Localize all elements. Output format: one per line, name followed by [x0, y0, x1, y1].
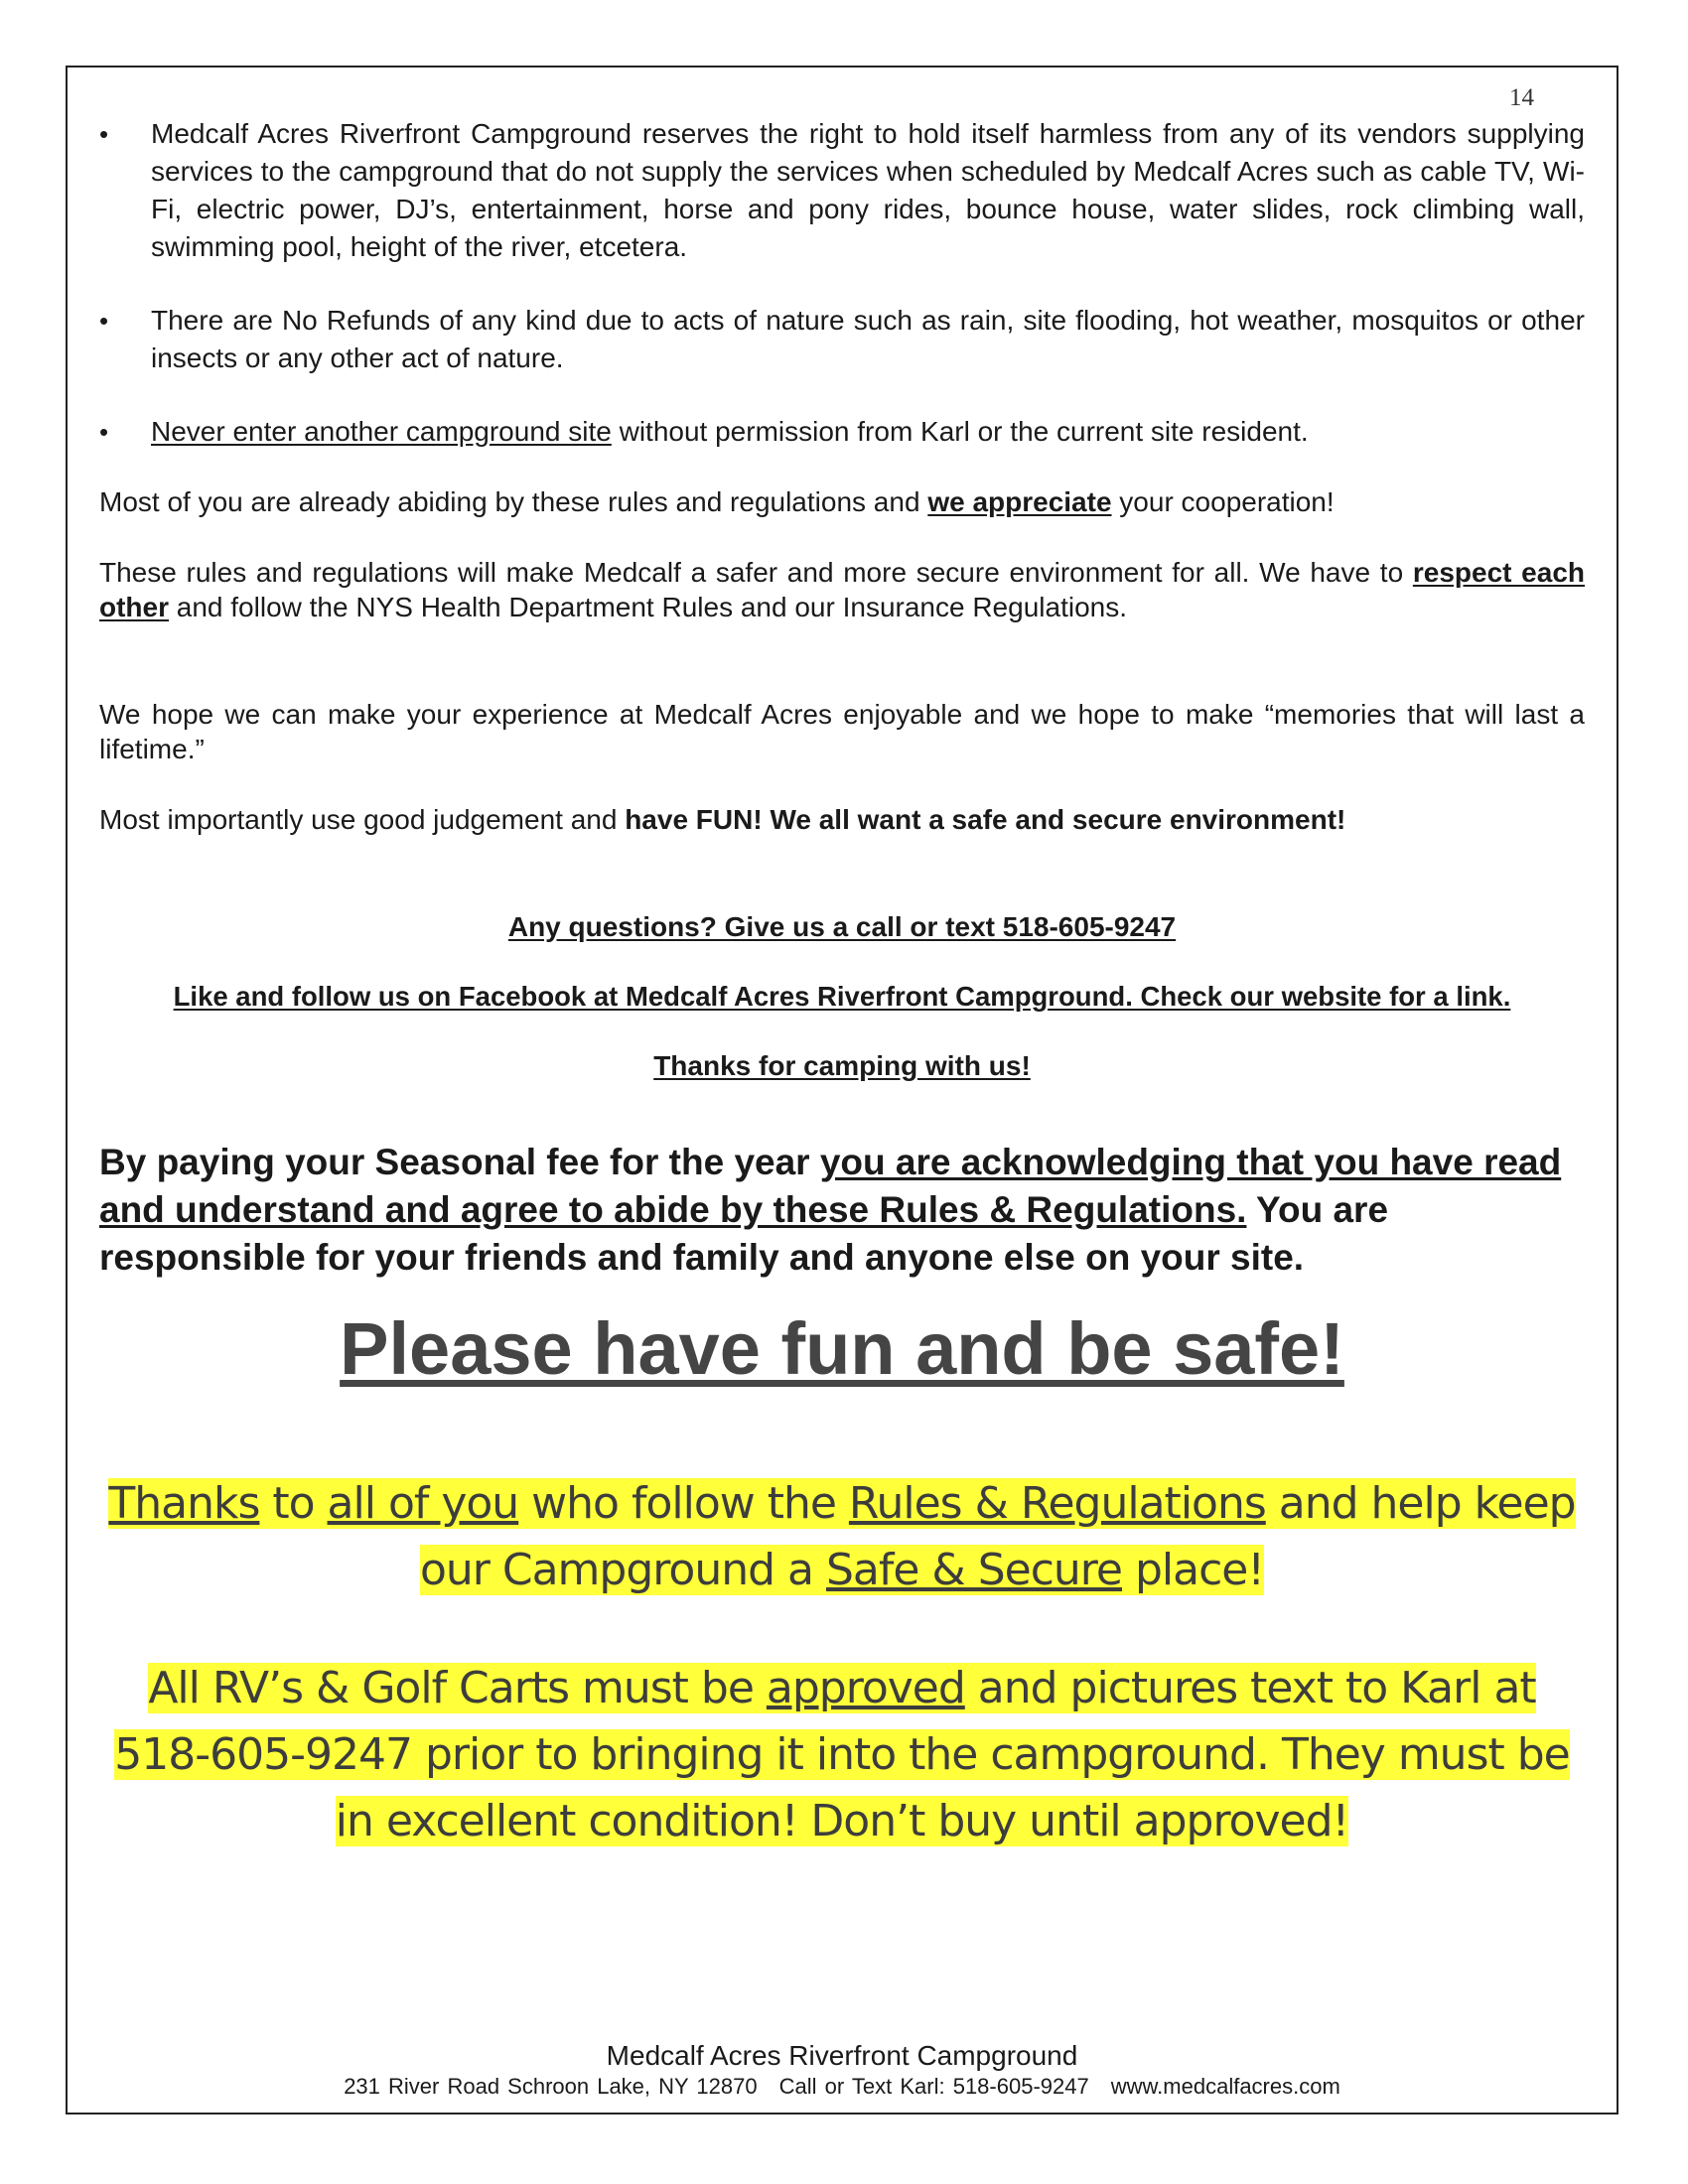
page-number: 14: [1509, 84, 1534, 111]
bullet-vendors: • Medcalf Acres Riverfront Campground reserves the right to hold itself harmless from any of its vendors supplying services to the campground that do not supply the services when scheduled by Medcalf Acres such as cable TV, Wi-Fi, electric power, DJ’s, entertainment, horse and pony rides, bounce house, water slides, rock climbing wall, swimming pool, height of the river, etcetera.: [99, 115, 1585, 266]
footer-phone: Call or Text Karl: 518-605-9247: [778, 2074, 1089, 2099]
questions-line: Any questions? Give us a call or text 518-605-9247: [507, 911, 1177, 942]
paragraph-safer: These rules and regulations will make Medcalf a safer and more secure environment for all. We have to respect each other and follow the NYS Health Department Rules and our Insurance Regulations.: [99, 557, 1586, 622]
acknowledging-underlined: you are acknowledging that you have read and understand and agree to abide by these Rules & Regulations.: [99, 1142, 1562, 1230]
page-content: [99, 115, 1585, 1854]
paragraph-judgement: Most importantly use good judgement and have FUN! We all want a safe and secure environment!: [99, 804, 1346, 835]
paragraph-abiding: Most of you are already abiding by these rules and regulations and we appreciate your cooperation!: [99, 486, 1335, 517]
thanks-camping-line: Thanks for camping with us!: [653, 1050, 1031, 1081]
slogan-heading: Please have fun and be safe!: [340, 1307, 1344, 1390]
rv-golf-carts-highlight-text: All RV’s & Golf Carts must be approved and pictures text to Karl at 518-605-9247 prior to bringing it into the campground. They must be in excellent condition! Don’t buy until approved!: [114, 1663, 1570, 1846]
bullet-never-enter: • Never enter another campground site without permission from Karl or the current site resident.: [99, 413, 1585, 451]
facebook-line: Like and follow us on Facebook at Medcalf Acres Riverfront Campground. Check our website for a link.: [173, 981, 1511, 1012]
rv-golf-carts-highlight-block: [99, 1655, 1585, 1854]
footer-website: www.medcalfacres.com: [1110, 2074, 1340, 2099]
page-footer: [68, 2039, 1617, 2101]
bullet-no-refunds: • There are No Refunds of any kind due to acts of nature such as rain, site flooding, hot weather, mosquitos or other insects or any other act of nature.: [99, 302, 1585, 377]
page-frame: [66, 66, 1618, 2115]
seasonal-acknowledgement: By paying your Seasonal fee for the year you are acknowledging that you have read and understand and agree to abide by these Rules & Regulations. You are responsible for your friends and family and anyone else on your site.: [99, 1142, 1562, 1278]
paragraph-hope: We hope we can make your experience at Medcalf Acres enjoyable and we hope to make “memories that will last a lifetime.”: [99, 699, 1585, 764]
we-appreciate-text: we appreciate: [927, 486, 1112, 517]
have-fun-text: have FUN! We all want a safe and secure environment!: [625, 804, 1346, 835]
thanks-highlight-text: Thanks to all of you who follow the Rules & Regulations and help keep our Campground a Safe & Secure place!: [108, 1478, 1576, 1595]
footer-address: 231 River Road Schroon Lake, NY 12870: [344, 2074, 758, 2099]
footer-campground-name: Medcalf Acres Riverfront Campground: [606, 2040, 1078, 2071]
respect-each-other-text: respect each other: [99, 557, 1586, 622]
rules-bullet-list: [99, 115, 1585, 451]
footer-contact-line: [68, 2073, 1617, 2101]
never-enter-underlined: Never enter another campground site: [151, 416, 612, 447]
thanks-highlight-block: [99, 1470, 1585, 1603]
